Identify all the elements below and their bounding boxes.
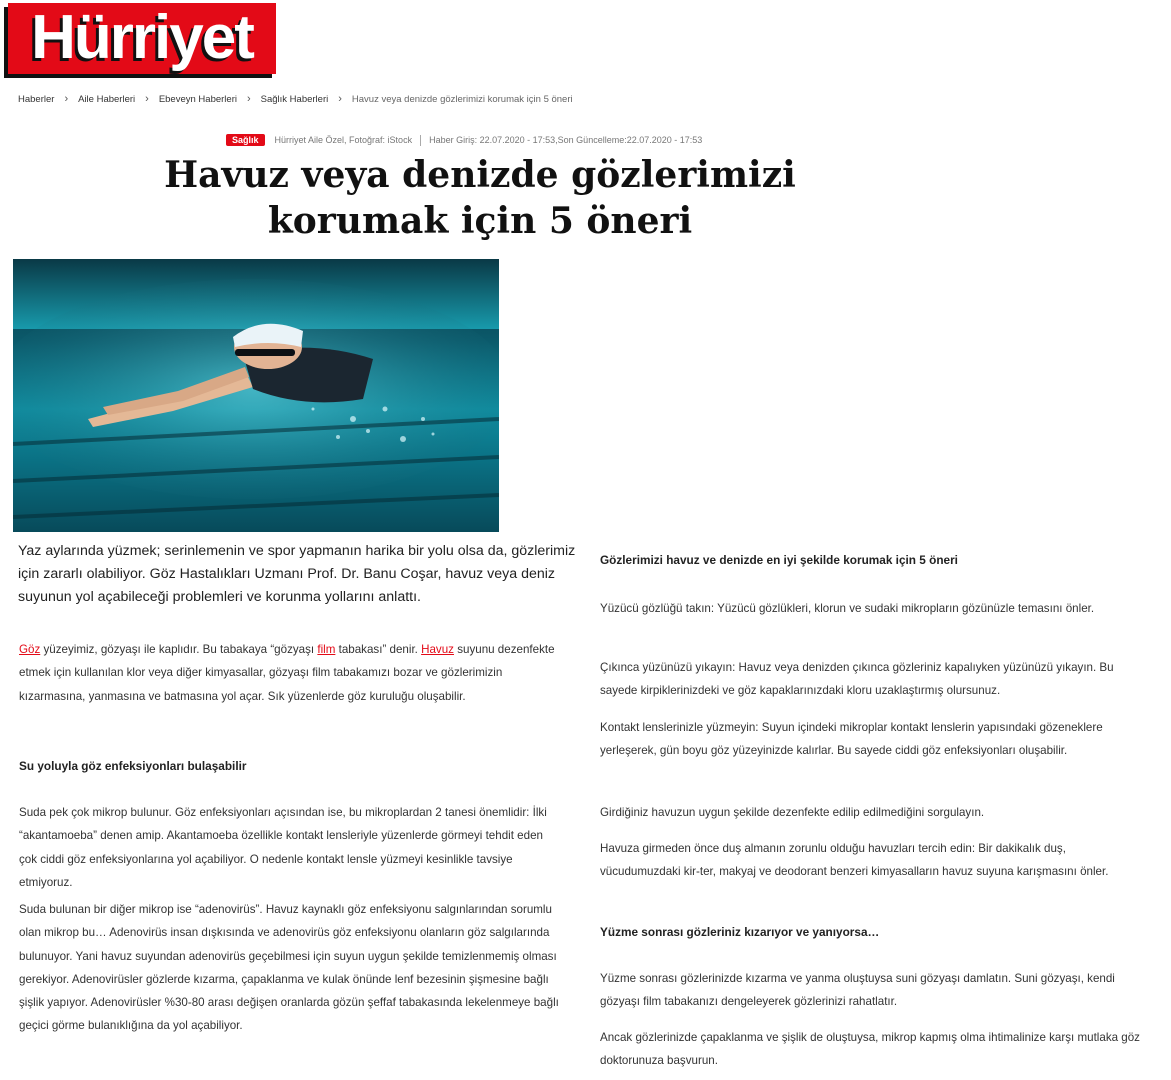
breadcrumb-current: Havuz veya denizde gözlerimizi korumak için 5 öneri <box>351 93 573 105</box>
breadcrumb-saglik-haberleri[interactable]: Sağlık Haberleri <box>260 93 329 105</box>
body-paragraph-5: Ancak gözlerinizde çapaklanma ve şişlik de oluştuysa, mikrop kapmış olma ihtimalinize karşı mutlaka göz doktorunuza başvurun. <box>600 1031 1140 1068</box>
swimmer-illustration <box>13 259 499 532</box>
breadcrumb <box>18 92 573 106</box>
link-film[interactable]: film <box>317 643 336 656</box>
subhead-tips: Gözlerimizi havuz ve denizde en iyi şekilde korumak için 5 öneri <box>600 553 958 567</box>
link-havuz[interactable]: Havuz <box>421 643 454 656</box>
chevron-right-icon: › <box>145 93 149 105</box>
body-paragraph-3: Suda bulunan bir diğer mikrop ise “adenovirüs”. Havuz kaynaklı göz enfeksiyonu salgınlarından sorumlu olan mikrop bu… Adenovirüs insan dışkısında ve adenovirüs göz enfeksiyonu olanların göz salgılarında bulunuyor. Yani havuz suyundan adenovirüs geçebilmesi için suyun uygun şekilde temizlenmemiş olması gerekiyor. Adenovirüsler gözlerde kızarma, çapaklanma ve kulak önünde lenf bezesinin şişmesine bağlı şişlik yapıyor. Adenovirüsler %30-80 arası değişen oranlarda gözün şeffaf tabakasında lekelenmeye bağlı geçici görme bulanıklığına da yol açabiliyor. <box>19 903 559 1033</box>
breadcrumb-ebeveyn-haberleri[interactable]: Ebeveyn Haberleri <box>158 93 237 105</box>
title-line-1: Havuz veya denizde gözlerimizi <box>164 154 796 196</box>
p1-text-1: yüzeyimiz, gözyaşı ile kaplıdır. Bu tabakaya “gözyaşı <box>40 643 318 656</box>
updated-date: Son Güncelleme:22.07.2020 - 17:53 <box>557 135 703 145</box>
link-goz[interactable]: Göz <box>19 643 41 656</box>
article-meta: Sağlık Hürriyet Aile Özel, Fotoğraf: iStock Haber Giriş: 22.07.2020 - 17:53 , Son Güncelleme:22.07.2020 - 17:53 <box>226 134 702 146</box>
chevron-right-icon: › <box>338 93 342 105</box>
p1-text-3: suyunu dezenfekte etmek için kullanılan klor veya diğer kimyasallar, gözyaşı film tabakamızı bozar ve gözlerimizin kızarmasına, yanmasına ve batmasına yol açar. Sık yüzenlerde göz kuruluğu oluşabilir. <box>19 643 555 703</box>
tip-2: Çıkınca yüzünüzü yıkayın: Havuz veya denizden çıkınca gözleriniz kapalıyken yüzünüzü yıkayın. Bu sayede kirpiklerinizdeki ve göz kapaklarınızdaki kloru uzaklaştırmış olursunuz. <box>600 661 1114 698</box>
breadcrumb-aile-haberleri[interactable]: Aile Haberleri <box>78 93 136 105</box>
p1-text-2: tabakası” denir. <box>335 643 422 656</box>
hurriyet-logo[interactable] <box>8 3 276 74</box>
breadcrumb-haberler[interactable]: Haberler <box>18 93 55 105</box>
tip-1: Yüzücü gözlüğü takın: Yüzücü gözlükleri, klorun ve sudaki mikropların gözünüzle temasını önler. <box>600 602 1095 615</box>
body-paragraph-4: Yüzme sonrası gözlerinizde kızarma ve yanma oluştuysa suni gözyaşı damlatın. Suni gözyaşı, kendi gözyaşı film tabakanızı dengeleyerek gözlerinizi rahatlatır. <box>600 972 1115 1009</box>
title-line-2: korumak için 5 öneri <box>267 200 693 242</box>
author-credit: Hürriyet Aile Özel, Fotoğraf: iStock <box>274 135 413 145</box>
article-lead: Yaz aylarında yüzmek; serinlemenin ve spor yapmanın harika bir yolu olsa da, gözlerimiz için zararlı olabiliyor. Göz Hastalıkları Uzmanı Prof. Dr. Banu Coşar, havuz veya deniz suyunun yol açabileceği problemleri ve korunma yollarını anlattı. <box>18 543 576 606</box>
subhead-after-swim: Yüzme sonrası gözleriniz kızarıyor ve yanıyorsa… <box>600 925 880 939</box>
tip-5: Havuza girmeden önce duş almanın zorunlu olduğu havuzları tercih edin: Bir dakikalık duş, vücudumuzdaki kir-ter, makyaj ve deodorant benzeri kimyasalların havuz suyuna karışmasını önler. <box>600 842 1109 879</box>
subhead-infections: Su yoluyla göz enfeksiyonları bulaşabilir <box>19 759 247 773</box>
tip-4: Girdiğiniz havuzun uygun şekilde dezenfekte edilip edilmediğini sorgulayın. <box>600 806 985 819</box>
chevron-right-icon: › <box>64 93 69 105</box>
page-title <box>140 152 820 244</box>
chevron-right-icon: › <box>246 93 251 105</box>
hero-image <box>13 259 499 532</box>
body-paragraph-1 <box>19 638 564 708</box>
logo-text: Hürriyet <box>31 3 253 72</box>
body-paragraph-2: Suda pek çok mikrop bulunur. Göz enfeksiyonları açısından ise, bu mikroplardan 2 tanesi önemlidir: İlki “akantamoeba” denen amip. Akantamoeba özellikle kontakt lensleriyle yüzenlerde görmeyi tehdit eden çok ciddi göz enfeksiyonlarına yol açabiliyor. O nedenle kontakt lensle yüzmeyi kesinlikle tavsiye etmiyoruz. <box>19 806 547 889</box>
published-date: Haber Giriş: 22.07.2020 - 17:53 <box>429 135 556 145</box>
tip-3: Kontakt lenslerinizle yüzmeyin: Suyun içindeki mikroplar kontakt lenslerin yapısındaki gözeneklere yerleşerek, gün boyu göz yüzeyinizde kalırlar. Bu sayede ciddi göz enfeksiyonları oluşabilir. <box>600 721 1103 758</box>
meta-divider <box>420 135 421 146</box>
category-badge[interactable]: Sağlık <box>226 134 265 146</box>
